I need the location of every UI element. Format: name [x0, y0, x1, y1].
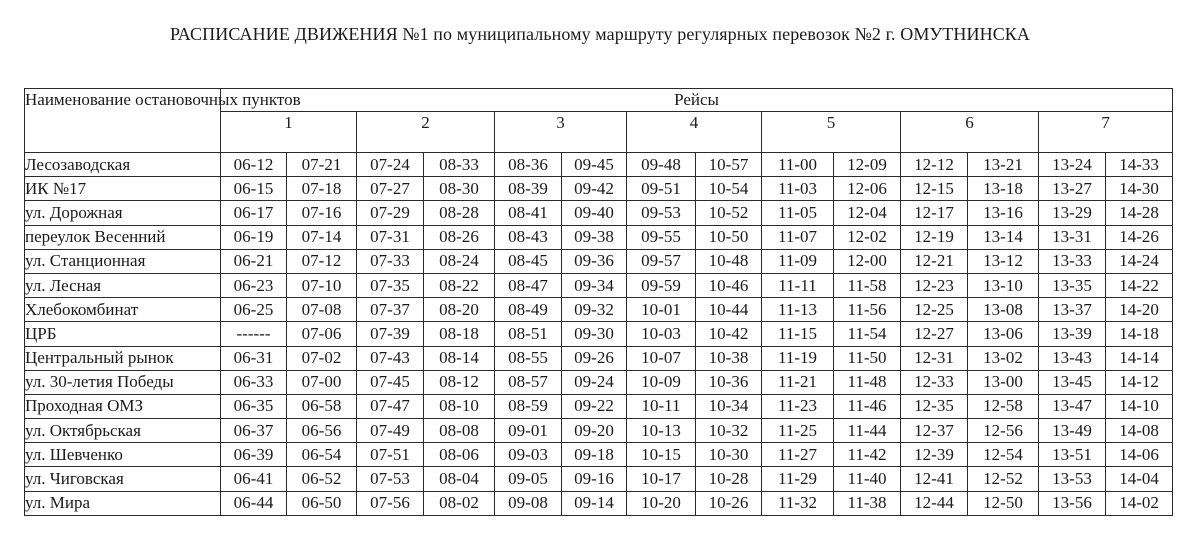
departure-time-cell: 12-04	[834, 201, 901, 225]
departure-time-cell: 13-24	[1039, 153, 1106, 177]
departure-time-cell: 07-39	[357, 322, 424, 346]
stop-name: переулок Весенний	[25, 225, 221, 249]
table-row	[25, 419, 1173, 443]
table-row	[25, 346, 1173, 370]
departure-time-cell: 14-06	[1106, 443, 1173, 467]
departure-time-cell: 13-16	[968, 201, 1039, 225]
departure-time-cell: 06-35	[221, 394, 287, 418]
stop-name: ул. Станционная	[25, 249, 221, 273]
departure-time-cell: 09-32	[562, 298, 627, 322]
departure-time-cell: 09-38	[562, 225, 627, 249]
departure-time-cell: 06-33	[221, 370, 287, 394]
departure-time-cell: 13-18	[968, 177, 1039, 201]
departure-time-cell: 11-27	[762, 443, 834, 467]
departure-time-cell: 14-04	[1106, 467, 1173, 491]
table-row	[25, 153, 1173, 177]
table-row	[25, 201, 1173, 225]
departure-time-cell: 07-06	[287, 322, 357, 346]
departure-time-cell: 13-14	[968, 225, 1039, 249]
departure-time-cell: 06-44	[221, 491, 287, 515]
departure-time-cell: 11-00	[762, 153, 834, 177]
departure-time-cell: 09-53	[627, 201, 696, 225]
departure-time-cell: 14-08	[1106, 419, 1173, 443]
departure-time-cell: 11-44	[834, 419, 901, 443]
stop-name: ул. Мира	[25, 491, 221, 515]
departure-time-cell: 14-30	[1106, 177, 1173, 201]
departure-time-cell: 08-26	[424, 225, 495, 249]
departure-time-cell: 12-52	[968, 467, 1039, 491]
departure-time-cell: 07-49	[357, 419, 424, 443]
table-row	[25, 249, 1173, 273]
departure-time-cell: 06-31	[221, 346, 287, 370]
stop-name: ул. Октябрьская	[25, 419, 221, 443]
departure-time-cell: 13-08	[968, 298, 1039, 322]
departure-time-cell: 06-52	[287, 467, 357, 491]
departure-time-cell: 13-37	[1039, 298, 1106, 322]
departure-time-cell: 08-49	[495, 298, 562, 322]
trip-number-header: 3	[495, 112, 627, 153]
departure-time-cell: 11-29	[762, 467, 834, 491]
trip-number-header: 1	[221, 112, 357, 153]
departure-time-cell: 10-46	[696, 273, 762, 297]
departure-time-cell: 07-14	[287, 225, 357, 249]
trip-number-header: 6	[901, 112, 1039, 153]
departure-time-cell: 08-39	[495, 177, 562, 201]
departure-time-cell: 08-45	[495, 249, 562, 273]
departure-time-cell: 14-24	[1106, 249, 1173, 273]
departure-time-cell: 12-06	[834, 177, 901, 201]
table-row	[25, 225, 1173, 249]
departure-time-cell: 08-57	[495, 370, 562, 394]
stop-name: ИК №17	[25, 177, 221, 201]
departure-time-cell: 14-10	[1106, 394, 1173, 418]
departure-time-cell: 13-53	[1039, 467, 1106, 491]
table-row	[25, 394, 1173, 418]
table-row	[25, 491, 1173, 515]
departure-time-cell: 14-14	[1106, 346, 1173, 370]
departure-time-cell: 07-43	[357, 346, 424, 370]
departure-time-cell: 07-16	[287, 201, 357, 225]
departure-time-cell: 06-58	[287, 394, 357, 418]
stop-name: Проходная ОМЗ	[25, 394, 221, 418]
departure-time-cell: 10-09	[627, 370, 696, 394]
departure-time-cell: 08-20	[424, 298, 495, 322]
departure-time-cell: 09-08	[495, 491, 562, 515]
departure-time-cell: 13-33	[1039, 249, 1106, 273]
departure-time-cell: 14-33	[1106, 153, 1173, 177]
departure-time-cell: 10-20	[627, 491, 696, 515]
departure-time-cell: 14-20	[1106, 298, 1173, 322]
departure-time-cell: 07-53	[357, 467, 424, 491]
departure-time-cell: 10-11	[627, 394, 696, 418]
departure-time-cell: 10-52	[696, 201, 762, 225]
departure-time-cell: 13-45	[1039, 370, 1106, 394]
departure-time-cell: 13-43	[1039, 346, 1106, 370]
departure-time-cell: 07-47	[357, 394, 424, 418]
departure-time-cell: 13-49	[1039, 419, 1106, 443]
departure-time-cell: 11-07	[762, 225, 834, 249]
stop-name: Центральный рынок	[25, 346, 221, 370]
departure-time-cell: 09-01	[495, 419, 562, 443]
departure-time-cell: 11-54	[834, 322, 901, 346]
departure-time-cell: 12-39	[901, 443, 968, 467]
departure-time-cell: 09-57	[627, 249, 696, 273]
departure-time-cell: 13-56	[1039, 491, 1106, 515]
departure-time-cell: 09-59	[627, 273, 696, 297]
departure-time-cell: 07-10	[287, 273, 357, 297]
departure-time-cell: 12-23	[901, 273, 968, 297]
departure-time-cell: 10-50	[696, 225, 762, 249]
departure-time-cell: 09-20	[562, 419, 627, 443]
departure-time-cell: 09-55	[627, 225, 696, 249]
departure-time-cell: 06-25	[221, 298, 287, 322]
trips-header: Рейсы	[221, 89, 1173, 112]
departure-time-cell: 12-58	[968, 394, 1039, 418]
departure-time-cell: 07-29	[357, 201, 424, 225]
schedule-table	[24, 88, 1173, 516]
departure-time-cell: 07-33	[357, 249, 424, 273]
table-row	[25, 322, 1173, 346]
departure-time-cell: 10-38	[696, 346, 762, 370]
departure-time-cell: 11-48	[834, 370, 901, 394]
departure-time-cell: 10-28	[696, 467, 762, 491]
departure-time-cell: 13-29	[1039, 201, 1106, 225]
departure-time-cell: 10-13	[627, 419, 696, 443]
departure-time-cell: 11-23	[762, 394, 834, 418]
departure-time-cell: 10-36	[696, 370, 762, 394]
departure-time-cell: 06-50	[287, 491, 357, 515]
departure-time-cell: 13-27	[1039, 177, 1106, 201]
departure-time-cell: 12-41	[901, 467, 968, 491]
departure-time-cell: 11-11	[762, 273, 834, 297]
departure-time-cell: 09-16	[562, 467, 627, 491]
departure-time-cell: 10-07	[627, 346, 696, 370]
departure-time-cell: 08-47	[495, 273, 562, 297]
departure-time-cell: 08-04	[424, 467, 495, 491]
departure-time-cell: 11-38	[834, 491, 901, 515]
departure-time-cell: 07-35	[357, 273, 424, 297]
departure-time-cell: 06-56	[287, 419, 357, 443]
departure-time-cell: 12-25	[901, 298, 968, 322]
departure-time-cell: 08-33	[424, 153, 495, 177]
departure-time-cell: 13-02	[968, 346, 1039, 370]
departure-time-cell: 12-21	[901, 249, 968, 273]
departure-time-cell: 06-39	[221, 443, 287, 467]
departure-time-cell: 06-21	[221, 249, 287, 273]
departure-time-cell: 12-56	[968, 419, 1039, 443]
departure-time-cell: 10-44	[696, 298, 762, 322]
stop-name: ул. 30-летия Победы	[25, 370, 221, 394]
departure-time-cell: 12-50	[968, 491, 1039, 515]
departure-time-cell: 14-18	[1106, 322, 1173, 346]
stop-name: ул. Дорожная	[25, 201, 221, 225]
table-row	[25, 467, 1173, 491]
departure-time-cell: 09-26	[562, 346, 627, 370]
departure-time-cell: 07-12	[287, 249, 357, 273]
departure-time-cell: 13-10	[968, 273, 1039, 297]
departure-time-cell: 09-05	[495, 467, 562, 491]
departure-time-cell: 06-19	[221, 225, 287, 249]
departure-time-cell: 10-30	[696, 443, 762, 467]
departure-time-cell: 11-50	[834, 346, 901, 370]
departure-time-cell: 08-55	[495, 346, 562, 370]
departure-time-cell: 06-41	[221, 467, 287, 491]
departure-time-cell: 07-02	[287, 346, 357, 370]
departure-time-cell: 08-06	[424, 443, 495, 467]
departure-time-cell: 09-45	[562, 153, 627, 177]
departure-time-cell: 07-24	[357, 153, 424, 177]
departure-time-cell: 12-37	[901, 419, 968, 443]
departure-time-cell: 07-27	[357, 177, 424, 201]
departure-time-cell: 09-34	[562, 273, 627, 297]
departure-time-cell: 07-00	[287, 370, 357, 394]
departure-time-cell: 12-19	[901, 225, 968, 249]
departure-time-cell: 11-32	[762, 491, 834, 515]
departure-time-cell: 12-12	[901, 153, 968, 177]
departure-time-cell: 12-27	[901, 322, 968, 346]
departure-time-cell: 06-23	[221, 273, 287, 297]
departure-time-cell: 11-58	[834, 273, 901, 297]
departure-time-cell: 07-21	[287, 153, 357, 177]
departure-time-cell: 12-02	[834, 225, 901, 249]
departure-time-cell: 06-12	[221, 153, 287, 177]
departure-time-cell: 11-03	[762, 177, 834, 201]
departure-time-cell: 12-44	[901, 491, 968, 515]
departure-time-cell: 09-24	[562, 370, 627, 394]
departure-time-cell: 09-22	[562, 394, 627, 418]
departure-time-cell: 11-56	[834, 298, 901, 322]
departure-time-cell: 06-17	[221, 201, 287, 225]
departure-time-cell: 10-57	[696, 153, 762, 177]
departure-time-cell: 13-00	[968, 370, 1039, 394]
departure-time-cell: 10-32	[696, 419, 762, 443]
departure-time-cell: 10-48	[696, 249, 762, 273]
departure-time-cell: 13-47	[1039, 394, 1106, 418]
departure-time-cell: 11-46	[834, 394, 901, 418]
departure-time-cell: 09-30	[562, 322, 627, 346]
departure-time-cell: 11-42	[834, 443, 901, 467]
departure-time-cell: 12-09	[834, 153, 901, 177]
departure-time-cell: 14-22	[1106, 273, 1173, 297]
departure-time-cell: 08-43	[495, 225, 562, 249]
departure-time-cell: 13-06	[968, 322, 1039, 346]
departure-time-cell: 08-12	[424, 370, 495, 394]
departure-time-cell: 13-35	[1039, 273, 1106, 297]
departure-time-cell: 11-40	[834, 467, 901, 491]
departure-time-cell: 12-35	[901, 394, 968, 418]
departure-time-cell: 08-02	[424, 491, 495, 515]
trip-number-header: 5	[762, 112, 901, 153]
stop-column-header: Наименование остановочных пунктов	[25, 89, 221, 153]
departure-time-cell: 13-31	[1039, 225, 1106, 249]
departure-time-cell: 09-18	[562, 443, 627, 467]
departure-time-cell: 11-25	[762, 419, 834, 443]
departure-time-cell: 08-10	[424, 394, 495, 418]
departure-time-cell: 09-03	[495, 443, 562, 467]
departure-time-cell: 10-15	[627, 443, 696, 467]
departure-time-cell: 07-31	[357, 225, 424, 249]
departure-time-cell: 14-02	[1106, 491, 1173, 515]
departure-time-cell: 07-56	[357, 491, 424, 515]
stop-name: ул. Чиговская	[25, 467, 221, 491]
departure-time-cell: 11-13	[762, 298, 834, 322]
departure-time-cell: 12-54	[968, 443, 1039, 467]
departure-time-cell: 07-08	[287, 298, 357, 322]
table-row	[25, 298, 1173, 322]
departure-time-cell: 12-15	[901, 177, 968, 201]
departure-time-cell: 08-59	[495, 394, 562, 418]
stop-name: ул. Лесная	[25, 273, 221, 297]
departure-time-cell: 06-54	[287, 443, 357, 467]
departure-time-cell: 08-22	[424, 273, 495, 297]
departure-time-cell: 08-36	[495, 153, 562, 177]
departure-time-cell: 07-37	[357, 298, 424, 322]
departure-time-cell: 08-41	[495, 201, 562, 225]
stop-name: ул. Шевченко	[25, 443, 221, 467]
departure-time-cell: 10-01	[627, 298, 696, 322]
departure-time-cell: 08-24	[424, 249, 495, 273]
departure-time-cell: 12-33	[901, 370, 968, 394]
departure-time-cell: 09-36	[562, 249, 627, 273]
departure-time-cell: 09-42	[562, 177, 627, 201]
trip-number-header: 4	[627, 112, 762, 153]
trip-number-header: 2	[357, 112, 495, 153]
departure-time-cell: 10-17	[627, 467, 696, 491]
departure-time-cell: 13-21	[968, 153, 1039, 177]
departure-time-cell: 10-42	[696, 322, 762, 346]
departure-time-cell: 13-51	[1039, 443, 1106, 467]
departure-time-cell: 08-14	[424, 346, 495, 370]
table-row	[25, 443, 1173, 467]
departure-time-cell: 14-26	[1106, 225, 1173, 249]
stop-name: Лесозаводская	[25, 153, 221, 177]
departure-time-cell: 06-15	[221, 177, 287, 201]
departure-time-cell: ------	[221, 322, 287, 346]
departure-time-cell: 08-30	[424, 177, 495, 201]
departure-time-cell: 12-00	[834, 249, 901, 273]
departure-time-cell: 14-12	[1106, 370, 1173, 394]
departure-time-cell: 09-40	[562, 201, 627, 225]
departure-time-cell: 06-37	[221, 419, 287, 443]
departure-time-cell: 11-19	[762, 346, 834, 370]
departure-time-cell: 10-26	[696, 491, 762, 515]
departure-time-cell: 11-05	[762, 201, 834, 225]
departure-time-cell: 08-18	[424, 322, 495, 346]
departure-time-cell: 07-18	[287, 177, 357, 201]
departure-time-cell: 11-15	[762, 322, 834, 346]
departure-time-cell: 08-28	[424, 201, 495, 225]
departure-time-cell: 08-08	[424, 419, 495, 443]
departure-time-cell: 09-51	[627, 177, 696, 201]
departure-time-cell: 12-17	[901, 201, 968, 225]
table-row	[25, 370, 1173, 394]
departure-time-cell: 07-51	[357, 443, 424, 467]
trip-number-header: 7	[1039, 112, 1173, 153]
stop-name: Хлебокомбинат	[25, 298, 221, 322]
departure-time-cell: 09-48	[627, 153, 696, 177]
departure-time-cell: 12-31	[901, 346, 968, 370]
departure-time-cell: 07-45	[357, 370, 424, 394]
departure-time-cell: 10-03	[627, 322, 696, 346]
departure-time-cell: 11-21	[762, 370, 834, 394]
table-row	[25, 177, 1173, 201]
departure-time-cell: 08-51	[495, 322, 562, 346]
departure-time-cell: 09-14	[562, 491, 627, 515]
page-title: РАСПИСАНИЕ ДВИЖЕНИЯ №1 по муниципальному маршруту регулярных перевозок №2 г. ОМУТНИНСКА	[170, 24, 1030, 44]
table-row	[25, 273, 1173, 297]
departure-time-cell: 10-34	[696, 394, 762, 418]
departure-time-cell: 10-54	[696, 177, 762, 201]
departure-time-cell: 14-28	[1106, 201, 1173, 225]
departure-time-cell: 11-09	[762, 249, 834, 273]
departure-time-cell: 13-39	[1039, 322, 1106, 346]
stop-name: ЦРБ	[25, 322, 221, 346]
departure-time-cell: 13-12	[968, 249, 1039, 273]
